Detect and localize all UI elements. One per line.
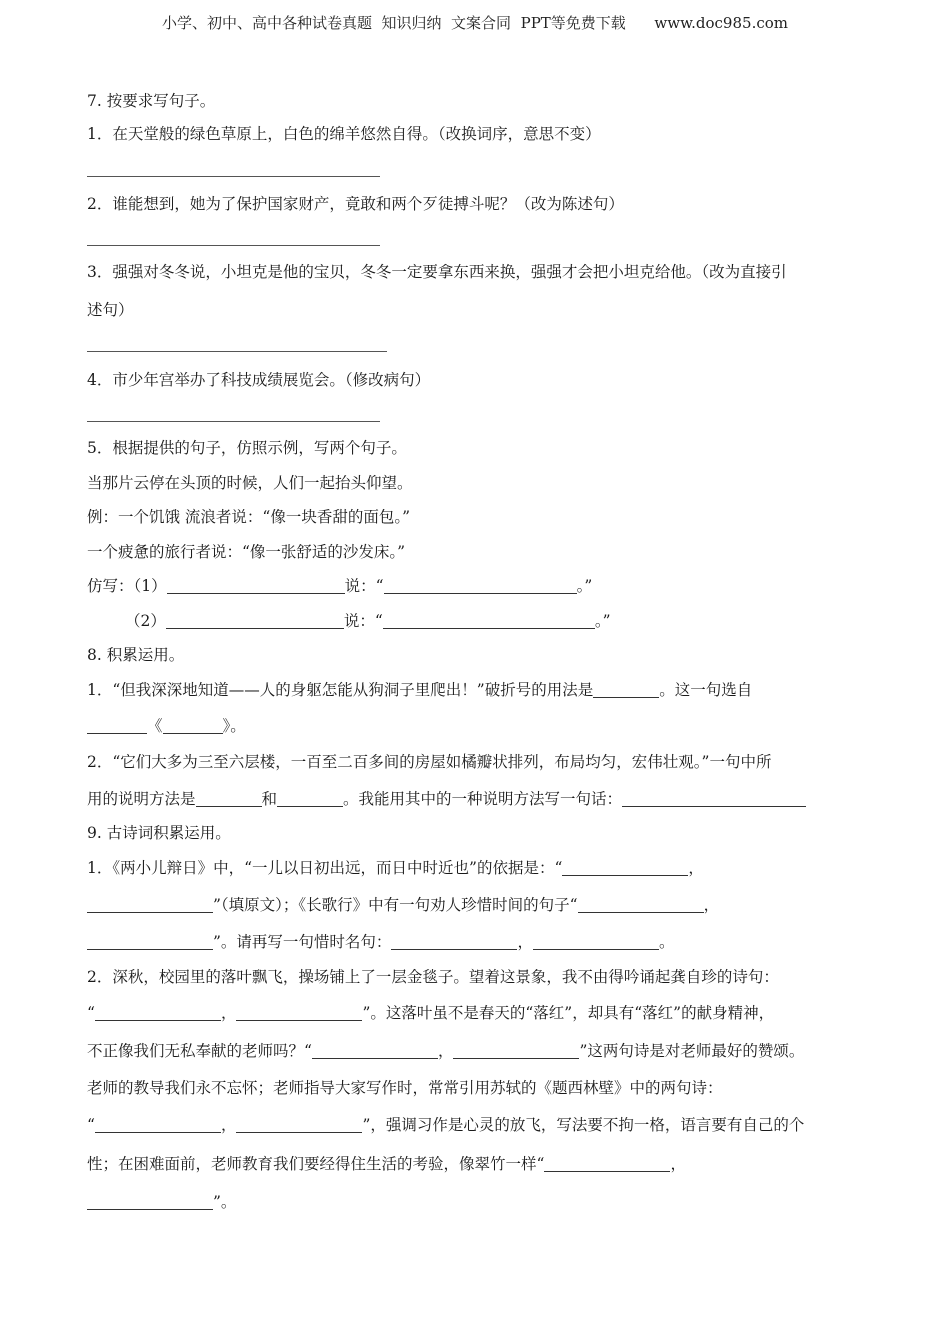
q7-imitation-2-end: 。” — [594, 612, 611, 630]
q9-basis-blank-2[interactable] — [87, 896, 213, 913]
q9-line-2-text: ”（填原文）；《长歌行》中有一句劝人珍惜时间的句子“ — [213, 896, 578, 914]
page-header: 小学、初中、高中各种试卷真题 知识归纳 文案合同 PPT等免费下载 www.doc985.com — [161, 14, 788, 32]
q9-title: 9. 古诗词积累运用。 — [87, 824, 231, 842]
q9-line-9-text: 性；在困难面前，老师教育我们要经得住生活的考验，像翠竹一样“ — [87, 1155, 545, 1173]
q9-line-5-open: “ — [87, 1004, 95, 1022]
q7-imitation-2-said: 说：“ — [343, 612, 383, 630]
q7-imitation-2 — [125, 611, 611, 631]
q9-line-9-comma: ， — [670, 1155, 686, 1173]
q9-line-7: 老师的教导我们永不忘怀；老师指导大家写作时，常常引用苏轼的《题西林壁》中的两句诗： — [87, 1079, 723, 1097]
q9-gongzizhen-blank-2[interactable] — [236, 1004, 362, 1021]
q7-imitation-1-said: 说：“ — [344, 577, 384, 595]
q9-line-6-comma: ， — [437, 1042, 454, 1060]
q9-line-4: 2．深秋，校园里的落叶飘飞，操场铺上了一层金毯子。望着这景象，我不由得吟诵起龚自珍的诗句： — [87, 968, 779, 986]
q9-changgexing-blank-2[interactable] — [87, 933, 213, 950]
q9-changgexing-blank-1[interactable] — [578, 896, 704, 913]
q9-line-1 — [87, 858, 704, 878]
q9-xilinbi-blank-2[interactable] — [236, 1116, 362, 1133]
q9-line-8-open: “ — [87, 1116, 95, 1134]
q9-line-6-tail: ”这两句诗是对老师最好的赞颂。 — [579, 1042, 805, 1060]
q9-line-6 — [87, 1041, 804, 1061]
q7-imitation-1 — [87, 576, 592, 596]
q8-book-close: 》。 — [222, 717, 246, 735]
q7-imitation-2-label: （2） — [125, 612, 166, 630]
q8-line-3: 2．“它们大多为三至六层楼，一百至二百多间的房屋如橘瓣状排列，布局均匀，宏伟壮观。”一句中所 — [87, 753, 772, 771]
q9-line-3 — [87, 932, 674, 952]
q8-sentence-blank[interactable] — [622, 790, 806, 807]
q7-given-sentence: 当那片云停在头顶的时候，人们一起抬头仰望。 — [87, 474, 413, 492]
q8-title-blank[interactable] — [163, 717, 223, 734]
q8-line-2 — [87, 716, 246, 736]
q9-line-9 — [87, 1154, 686, 1174]
q8-line-1-text: 1．“但我深深地知道——人的身躯怎能从狗洞子里爬出！”破折号的用法是 — [87, 681, 594, 699]
q8-author-blank[interactable] — [87, 717, 147, 734]
q9-line-3-text: ”。请再写一句惜时名句： — [213, 933, 392, 951]
q9-line-2 — [87, 895, 719, 915]
q9-teacher-blank-2[interactable] — [453, 1042, 579, 1059]
q9-line-8-text: ”，强调习作是心灵的放飞，写法要不拘一格，语言要有自己的个 — [362, 1116, 805, 1134]
q8-dash-usage-blank[interactable] — [593, 681, 659, 698]
q9-line-8-comma: ， — [220, 1116, 237, 1134]
q7-sentence-3a: 3．强强对冬冬说，小坦克是他的宝贝，冬冬一定要拿东西来换，强强才会把小坦克给他。（改为直接引 — [87, 263, 787, 281]
q9-line-5-text: ”。这落叶虽不是春天的“落红”，却具有“落红”的献身精神， — [362, 1004, 775, 1022]
q7-sentence-3b: 述句） — [87, 301, 134, 319]
q8-title: 8. 积累运用。 — [87, 646, 185, 664]
q7-example-2: 一个疲惫的旅行者说：“像一张舒适的沙发床。” — [87, 543, 406, 561]
q8-line-1-tail: 。这一句选自 — [659, 681, 753, 699]
q7-imitation-1-end: 。” — [576, 577, 593, 595]
q8-method-blank-2[interactable] — [277, 790, 343, 807]
q7-imitation-2-blank-speaker[interactable] — [166, 612, 344, 629]
q9-line-6-text: 不正像我们无私奉献的老师吗？“ — [87, 1042, 312, 1060]
q8-line-1 — [87, 680, 752, 700]
q7-example-1: 例：一个饥饿 流浪者说：“像一块香甜的面包。” — [87, 508, 411, 526]
q9-quote-blank-2[interactable] — [533, 933, 659, 950]
q8-line-4 — [87, 789, 806, 809]
q9-xilinbi-blank-1[interactable] — [95, 1116, 221, 1133]
q7-answer-line-4[interactable] — [87, 421, 380, 422]
q9-line-5 — [87, 1003, 774, 1023]
q9-line-1-comma: ， — [688, 859, 704, 877]
q9-line-8 — [87, 1115, 804, 1135]
q7-imitation-1-blank-speaker[interactable] — [167, 577, 345, 594]
q9-line-10 — [87, 1192, 236, 1212]
q7-answer-line-1[interactable] — [87, 176, 380, 177]
q7-imitation-1-label: 仿写：（1） — [87, 577, 167, 595]
q9-line-3-comma: ， — [517, 933, 533, 951]
q9-gongzizhen-blank-1[interactable] — [95, 1004, 221, 1021]
q9-line-10-end: ”。 — [213, 1193, 237, 1211]
q7-sentence-2: 2．谁能想到，她为了保护国家财产，竟敢和两个歹徒搏斗呢？（改为陈述句） — [87, 195, 624, 213]
q8-line-4-tail: 。我能用其中的一种说明方法写一句话： — [343, 790, 623, 808]
q9-basis-blank-1[interactable] — [562, 859, 688, 876]
q7-imitation-2-blank-quote[interactable] — [383, 612, 595, 629]
q7-imitation-1-blank-quote[interactable] — [384, 577, 577, 594]
q9-quote-blank-1[interactable] — [391, 933, 517, 950]
q8-line-4-text: 用的说明方法是 — [87, 790, 196, 808]
q9-bamboo-blank-2[interactable] — [87, 1193, 213, 1210]
q8-line-4-and: 和 — [261, 790, 278, 808]
q7-sentence-1: 1．在天堂般的绿色草原上，白色的绵羊悠然自得。（改换词序，意思不变） — [87, 125, 601, 143]
q8-book-open: 《 — [147, 717, 163, 735]
q7-sentence-4: 4．市少年宫举办了科技成绩展览会。（修改病句） — [87, 371, 431, 389]
q7-answer-line-2[interactable] — [87, 245, 380, 246]
q9-line-3-end: 。 — [658, 933, 675, 951]
q9-line-5-comma: ， — [220, 1004, 237, 1022]
q7-sentence-5: 5．根据提供的句子，仿照示例，写两个句子。 — [87, 439, 407, 457]
q8-method-blank-1[interactable] — [196, 790, 262, 807]
q7-answer-line-3[interactable] — [87, 351, 387, 352]
q9-bamboo-blank-1[interactable] — [544, 1155, 670, 1172]
q9-line-2-comma: ， — [703, 896, 720, 914]
q9-teacher-blank-1[interactable] — [312, 1042, 438, 1059]
q7-title: 7. 按要求写句子。 — [87, 92, 216, 110]
q9-line-1-text: 1．《两小儿辩日》中，“一儿以日初出远，而日中时近也”的依据是：“ — [87, 859, 563, 877]
